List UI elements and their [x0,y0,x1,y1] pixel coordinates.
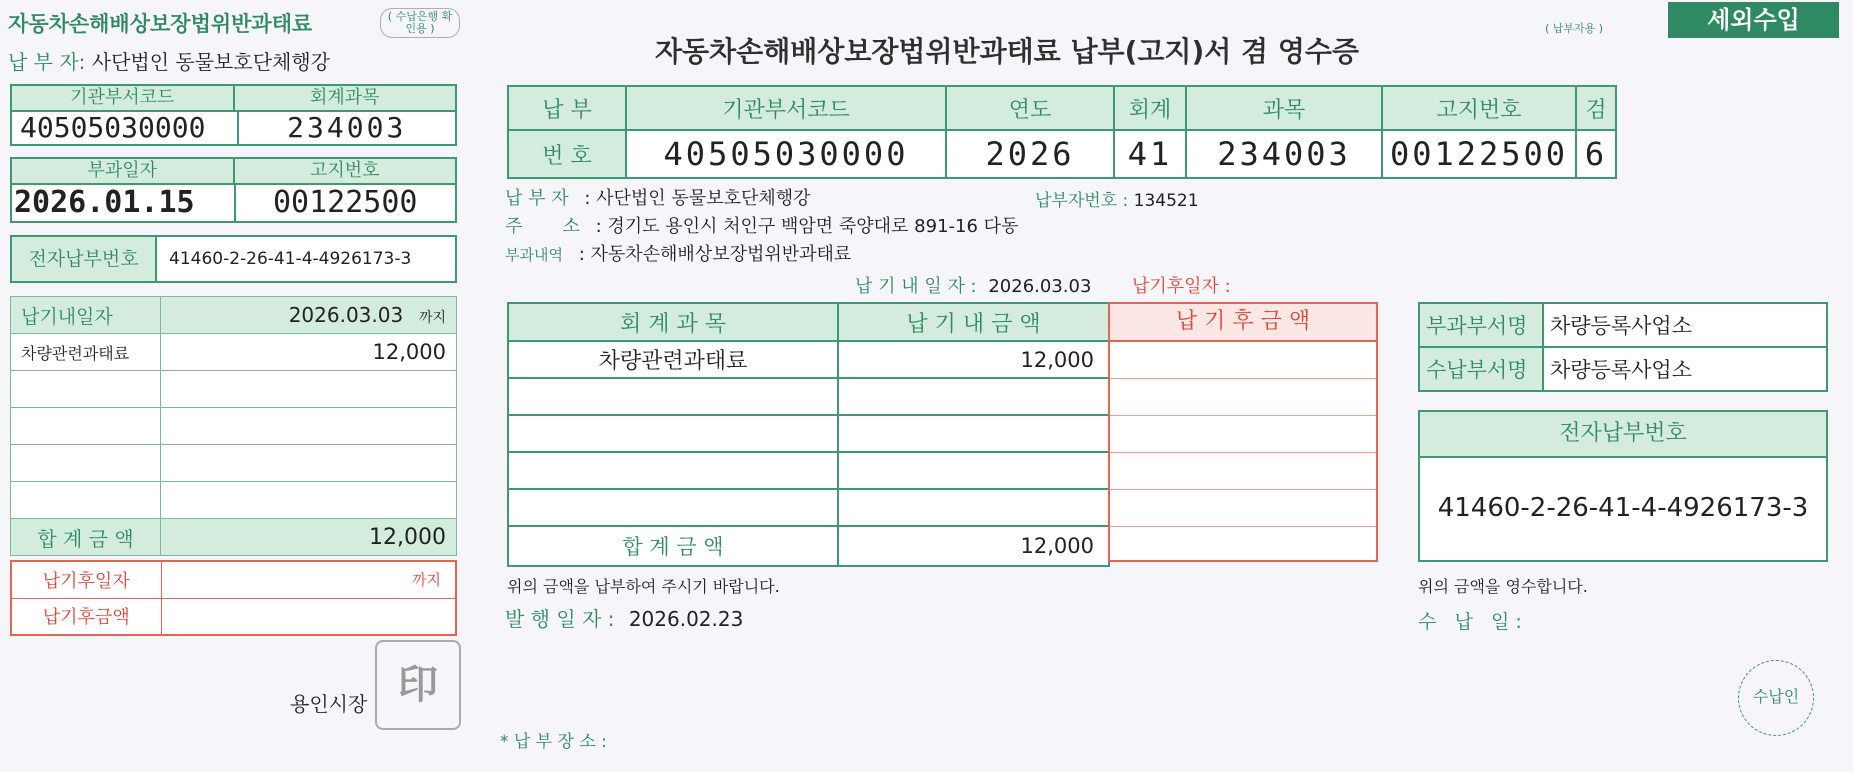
late-row [1110,453,1376,490]
payment-place-label: * 납 부 장 소 : [500,732,607,752]
address-line [505,212,1018,238]
empty-cell [11,371,161,408]
code-row-label-1: 납 부 [508,86,626,130]
issuer-name: 용인시장 [290,692,368,716]
stub-item-amount: 12,000 [161,334,457,371]
code-value-year: 2026 [946,130,1114,178]
late-row [1110,490,1376,527]
due-line [855,272,1091,298]
receipt-stamp: 수납인 [1738,660,1814,736]
late-date-label: 납기후일자 : [1132,276,1231,297]
code-value-check: 6 [1576,130,1616,178]
amount-table [507,302,1110,567]
late-amount-box [1108,302,1378,562]
receipt-date-label: 수 납 일 : [1418,611,1522,633]
table-row [508,489,1109,526]
payment-number-table [507,85,1617,179]
code-value-subject: 234003 [1186,130,1382,178]
late-row [1110,379,1376,416]
empty-cell [11,408,161,445]
payer-number-line [1035,186,1199,211]
table-row [11,482,457,519]
code-header-check: 검 [1576,86,1616,130]
stub-agency-code: 40505030000 [20,111,206,144]
stub-levy-box [10,157,457,223]
code-row-label-2: 번 호 [508,130,626,178]
issue-date: 2026.02.23 [628,607,744,631]
stub-confirm-label: ( 수납은행 확인용 ) [380,8,460,38]
stub-payer [8,46,330,75]
code-header-subject: 과목 [1186,86,1382,130]
stub-account-subject-label: 회계과목 [233,86,456,112]
epay-label: 전자납부번호 [1420,412,1826,458]
empty-cell [161,482,457,519]
table-row [11,445,457,482]
epay-box [1418,410,1828,562]
table-row [508,415,1109,452]
empty-cell [161,371,457,408]
stub-item-name: 차량관련과태료 [11,334,161,371]
due-date: 2026.03.03 [988,276,1092,297]
department-table [1418,302,1828,392]
stub-epay-label: 전자납부번호 [12,237,157,281]
code-header-account: 회계 [1114,86,1186,130]
levy-detail: : 자동차손해배상보장법위반과태료 [578,244,852,265]
amt-header-subject: 회 계 과 목 [508,303,838,341]
stub-notice-no: 00122500 [234,185,456,221]
empty-cell [508,452,838,489]
late-amount-header: 납 기 후 금 액 [1110,304,1376,342]
payer-no-label: 납부자번호 : [1035,191,1129,211]
empty-cell [508,489,838,526]
empty-cell [11,445,161,482]
stub-payer-label: 납 부 자: [8,50,86,74]
code-value-agency: 40505030000 [626,130,946,178]
table-row [508,452,1109,489]
empty-cell [508,378,838,415]
stub-late-date-label: 납기후일자 [11,561,161,598]
amt-item-amount: 12,000 [838,341,1109,378]
stub-epay-no: 41460-2-26-41-4-4926173-3 [169,249,412,269]
table-row [11,371,457,408]
stub-amount-table [10,296,457,556]
empty-cell [161,408,457,445]
late-row [1110,416,1376,453]
recv-dept-label: 수납부서명 [1419,347,1543,391]
stub-levy-date-label: 부과일자 [12,159,233,185]
please-pay-text: 위의 금액을 납부하여 주시기 바랍니다. [507,577,780,596]
address: : 경기도 용인시 처인구 백암면 죽양대로 891-16 다동 [595,216,1019,237]
empty-cell [838,489,1109,526]
empty-cell [161,445,457,482]
page-title: 자동차손해배상보장법위반과태료 납부(고지)서 겸 영수증 [655,35,1359,68]
levy-dept-label: 부과부서명 [1419,303,1543,347]
levy-dept: 차량등록사업소 [1543,303,1827,347]
stub-due-label: 납기내일자 [11,297,161,334]
issue-line [505,603,743,632]
amt-total-amount: 12,000 [838,526,1109,566]
stub-late-until: 까지 [161,561,456,598]
stub-title: 자동차손해배상보장법위반과태료 [8,12,313,36]
payer-no: 134521 [1133,191,1199,211]
stub-notice-no-label: 고지번호 [233,159,456,185]
code-header-year: 연도 [946,86,1114,130]
copy-label: ( 납부자용 ) [1545,22,1604,35]
empty-cell [838,378,1109,415]
amt-total-label: 합 계 금 액 [508,526,838,566]
amt-header-due: 납 기 내 금 액 [838,303,1109,341]
stub-late-table [10,560,457,636]
amt-item-name: 차량관련과태료 [508,341,838,378]
empty-cell [838,415,1109,452]
issue-label: 발 행 일 자 : [505,607,615,631]
official-seal: 印 [375,640,461,730]
revenue-badge: 세외수입 [1668,2,1839,38]
stub-agency-code-label: 기관부서코드 [12,86,233,112]
payer-line [505,184,811,210]
due-label: 납 기 내 일 자 : [855,276,977,297]
stub-epay-box [10,235,457,283]
code-header-notice: 고지번호 [1382,86,1576,130]
address-label: 주 소 [505,216,580,237]
stub-levy-date: 2026.01.15 [14,185,195,220]
table-row [508,378,1109,415]
code-value-account: 41 [1114,130,1186,178]
stub-late-amount [161,598,456,635]
stub-due-date: 2026.03.03 [288,303,404,327]
stub-total-label: 합 계 금 액 [11,519,161,556]
code-value-notice: 00122500 [1382,130,1576,178]
stub-due-cell [161,297,457,334]
payer-label: 납 부 자 [505,188,569,209]
stub-late-amount-label: 납기후금액 [11,598,161,635]
epay-no: 41460-2-26-41-4-4926173-3 [1437,493,1809,523]
empty-cell [11,482,161,519]
levy-detail-label: 부과내역 [505,246,563,264]
stub-account-subject: 234003 [237,112,456,144]
table-row [11,408,457,445]
empty-cell [508,415,838,452]
late-row [1110,342,1376,379]
stub-code-box [10,84,457,146]
stub-payer-name: 사단법인 동물보호단체행강 [91,50,330,74]
payer-name: : 사단법인 동물보호단체행강 [584,188,811,209]
code-header-agency: 기관부서코드 [626,86,946,130]
stub-total-amount: 12,000 [161,519,457,556]
stub-due-until: 까지 [418,310,446,326]
recv-dept: 차량등록사업소 [1543,347,1827,391]
levy-detail-line [505,240,851,266]
empty-cell [838,452,1109,489]
received-text: 위의 금액을 영수합니다. [1418,577,1588,596]
